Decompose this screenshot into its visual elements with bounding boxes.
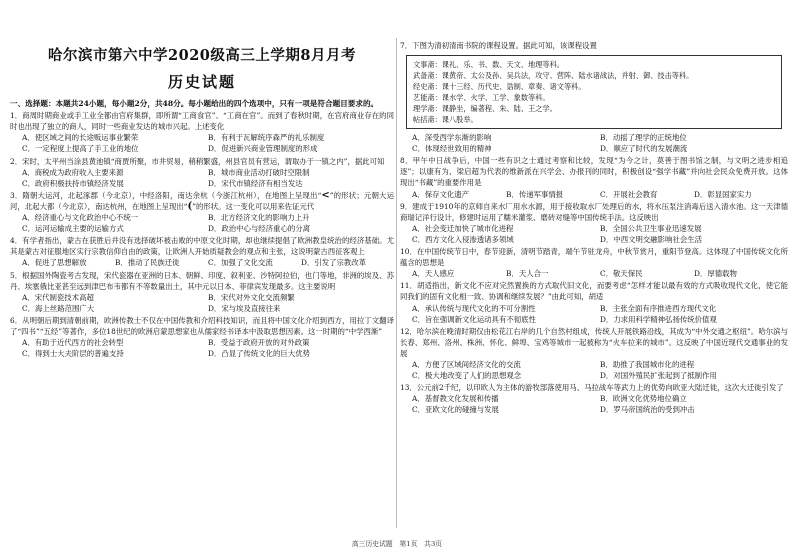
option: C．得到士大夫阶层的普遍支持 <box>22 349 124 359</box>
option: A．促进了思想解放 <box>22 258 87 268</box>
option: C．敬天保民 <box>600 269 643 279</box>
option: C．运河运输成主要的运输方式 <box>22 224 124 234</box>
question-7: 7．下图为清初清南书院的课程设置。据此可知，该课程设置 <box>400 41 597 50</box>
option: A．社会变迁加快了城市化进程 <box>412 223 514 233</box>
question-5: 5．根据国外陶瓷考古发现，宋代瓷器在亚洲的日本、朝鲜、印度、叙利亚、沙特阿拉伯，也门等地，非洲的埃及、苏丹、埃塞俄比亚甚至远到津巴布韦都有不等数量出土，其中元以日本、菲律宾发现最多。这主要说明 <box>10 270 394 291</box>
option: D．对国外殖民扩张起到了抵制作用 <box>600 371 717 381</box>
curriculum-row: 理学斋：课静坐，编著程、朱、陆、王之学。 <box>413 104 557 114</box>
question-11: 11．胡适指出，新文化不应对完然置换的方式取代旧文化，而要考虑“怎样才能以最有效的方式吸收现代文化，使它能同我们的固有文化相一致、协调和继续发展？”由此可知，胡适 <box>400 281 788 302</box>
option: D．厚德载物 <box>694 269 737 279</box>
canal-shape-yuan: ( <box>187 200 193 212</box>
option: B．推动了民族迁徙 <box>115 258 180 268</box>
question-3-stem-b: ”的形状；元朝大运河，北起大都（今北京），南达杭州，在地图上呈现出“ <box>10 190 394 211</box>
left-column <box>10 0 394 359</box>
option: A．基督教文化发展和传播 <box>412 394 499 404</box>
question-4-options <box>10 257 394 268</box>
question-12-options <box>400 359 788 381</box>
question-8: 8．甲午中日战争后，中国一些有识之士通过考察和比较，发现“为今之计，莫善于图书馆之制，与文明之进步相追逐”；以康有为、梁启超为代表的维新派在兴学会、办报刊的同时，积极创设“强学书藏”并向社会民众免费开放。这体现出“书藏”的重要作用是 <box>400 156 788 188</box>
question-10-options <box>400 268 788 279</box>
option: D．顺应了时代的发展潮流 <box>600 144 688 154</box>
option: A．深受西学东渐的影响 <box>412 133 492 143</box>
option: C．海上丝路范围广大 <box>22 303 95 313</box>
question-1: 1．商周时期商业或手工业全都由官府集群，即所谓“工商食官”、“工商在官”。而到了春秋时期，在官府商业存在的同时也出现了独立的商人，同时一些商业发达的城市兴起。上述变化 <box>10 111 394 132</box>
exam-title: 哈尔滨市第六中学2020级高三上学期8月月考 <box>48 47 356 64</box>
option: C．一定程度上提高了手工业的地位 <box>22 144 139 154</box>
option: D．宋与埃及直接往来 <box>208 303 281 313</box>
right-column <box>400 0 788 415</box>
exam-subtitle: 历史试题 <box>167 73 236 91</box>
question-9-options <box>400 223 788 245</box>
curriculum-row: 文事斋：课礼、乐、书、数、天文、地理等科。 <box>413 60 564 70</box>
option: B．宋代对外文化交流频繁 <box>208 292 295 302</box>
curriculum-row: 武备斋：课黄帝、太公及孙、吴兵法，攻守、营阵、陆水诸战法，并射、御、技击等科。 <box>413 71 694 81</box>
question-12: 12．哈尔滨在晚清时期仅由松花江右岸的几个自然村组成，传统人开展铁路沿线，其成为“中外交通之枢纽”。哈尔滨与长春、郑州、洛州、株洲、怀化、鲜埠、宝鸡等城市一起被称为“火车拉来的城市”。这反映了中国近现代交通事业的发展 <box>400 326 788 358</box>
page-footer: 高三历史试题 第1页 共3页 <box>351 540 443 548</box>
option: C．极大地改变了人们的思想观念 <box>412 371 522 381</box>
option: A．经济重心与文化政治中心不统一 <box>22 213 139 223</box>
option: D．政治中心与经济重心的分离 <box>208 224 311 234</box>
question-3-stem-a: 3．隋朝大运河，北起涿郡（今北京），中经洛阳，南达余杭（今浙江杭州），在地图上呈现出“ <box>10 190 322 200</box>
option: C．开展社会教育 <box>600 189 658 199</box>
option: B．全国公共卫生事业迅速发展 <box>600 223 702 233</box>
question-13-options <box>400 393 788 415</box>
question-8-options <box>400 189 788 200</box>
question-3-stem-c: ”的形状。这一变化可以用来佐证元代 <box>192 201 315 211</box>
option: D．中西文明交融影响社会生活 <box>600 234 703 244</box>
option: A．使区域之间的长途贩运事业繁荣 <box>22 133 139 143</box>
option: C．加强了文化交流 <box>208 258 273 268</box>
section-heading: 一、选择题：本题共24小题，每小题2分，共48分。每小题给出的四个选项中，只有一项是符合题目要求的。 <box>10 99 379 108</box>
question-2: 2．宋时，太平州当涂县黄池镇“商贾所聚，市井贸易，稍稍繁盛，州县官员有营运，谓取办于一镇之内”，据此可知 <box>10 156 385 166</box>
option: B．城市商业活动打破时空限制 <box>208 167 310 177</box>
curriculum-table <box>406 55 782 129</box>
option: D．宋代市镇经济有相当发达 <box>208 178 303 188</box>
option: B．主张全面有序推进西方现代文化 <box>600 303 717 313</box>
option: A．保存文化遗产 <box>412 189 470 199</box>
option: B．动摇了理学的正统地位 <box>600 133 687 143</box>
option: B．有利于瓦解统序森严的礼乐制度 <box>208 133 325 143</box>
option: A．承认传统与现代文化的不可分割性 <box>412 303 536 313</box>
option: D．引发了宗教改革 <box>301 258 367 268</box>
option: C．亚欧文化的碰撞与发展 <box>412 405 499 415</box>
option: B．受益于政府开放的对外政策 <box>208 338 310 348</box>
question-4: 4．有学者指出，蒙古在获胜后并没有选择破坏被击败的中原文化时期，却也继续提倡了欧洲教皇统治的经济基础。尤其是蒙古对征服地区实行宗教信仰自由的政策，让欧洲人开始质疑教会的观点和主张，这说明蒙古西征客观上 <box>10 236 394 257</box>
option: B．助推了我国城市化的进程 <box>600 359 695 369</box>
question-2-options <box>10 167 394 189</box>
option: D．彰显国家实力 <box>694 189 752 199</box>
question-13: 13．公元前2千纪，以印欧人为主体的游牧部落使用马、马拉战车等武力上的优势向欧亚大陆迁徙，这次大迁徙引发了 <box>400 383 784 393</box>
option: D．力求用科学精神弘扬传统价值观 <box>600 314 717 324</box>
option: C．政府积极扶持市镇经济发展 <box>22 178 124 188</box>
option: A．天人感应 <box>412 269 455 279</box>
question-10: 10．在中国传统节日中，春节迎新，清明节踏青，端午节驻龙舟，中秋节赏月，重阳节登高。这体现了中国传统文化所蕴含的思想是 <box>400 247 788 268</box>
question-7-options <box>400 132 788 154</box>
curriculum-row: 帖括斋：课八股举。 <box>413 115 478 125</box>
option: B．天人合一 <box>506 269 549 279</box>
column-divider <box>396 38 397 528</box>
option: B．传递军事情报 <box>506 189 564 199</box>
question-9: 9．建成于1910年的京师自来水厂用水水源，用于接收取水厂处理后的水，将水压泵注消毒后送入清水池。这一天津德商瑞记洋行设计，修建时运用了糯米灌浆、磨砖对缝等中国传统手法。这反映出 <box>400 201 788 222</box>
option: B．欧洲文化优势地位确立 <box>600 394 687 404</box>
option: B．北方经济文化的影响力上升 <box>208 213 310 223</box>
option: D．罗马帝国统治的受到冲击 <box>600 405 695 415</box>
option: D．凸显了传统文化的巨大优势 <box>208 349 311 359</box>
option: A．宋代制瓷技术高超 <box>22 292 94 302</box>
question-5-options <box>10 292 394 314</box>
question-6-options <box>10 337 394 359</box>
question-6: 6．从明朝后期到清朝前期，欧洲传教士不仅在中国传教和介绍科技知识，而且将中国文化介绍到西方，用拉丁文翻译了“四书”“五经”等著作，多位18世纪的欧洲启蒙思想家也从儒家经书译本中汲取思想因素。这一时期的“中学西渐” <box>10 315 394 336</box>
option: C．西方文化入侵渗透诸多领域 <box>412 234 514 244</box>
question-1-options <box>10 132 394 154</box>
option: C．体现经世致用的精神 <box>412 144 492 154</box>
option: C．旨在强调新文化运动具有不彻底性 <box>412 314 536 324</box>
option: D．促进新兴商业管理制度的形成 <box>208 144 318 154</box>
option: A．商税成为政府收入主要来源 <box>22 167 124 177</box>
question-3-options <box>10 212 394 234</box>
option: A．方便了区域间经济文化的交流 <box>412 359 521 369</box>
option: A．有助于近代西方的社会转型 <box>22 338 124 348</box>
canal-shape-sui: < <box>321 189 330 201</box>
question-3 <box>10 190 394 212</box>
curriculum-row: 经史斋：课十三经、历代史、诰制、章奏、诸文等科。 <box>413 82 586 92</box>
curriculum-row: 艺能斋：课水学、火学、工学、象数等科。 <box>413 93 550 103</box>
question-11-options <box>400 303 788 325</box>
